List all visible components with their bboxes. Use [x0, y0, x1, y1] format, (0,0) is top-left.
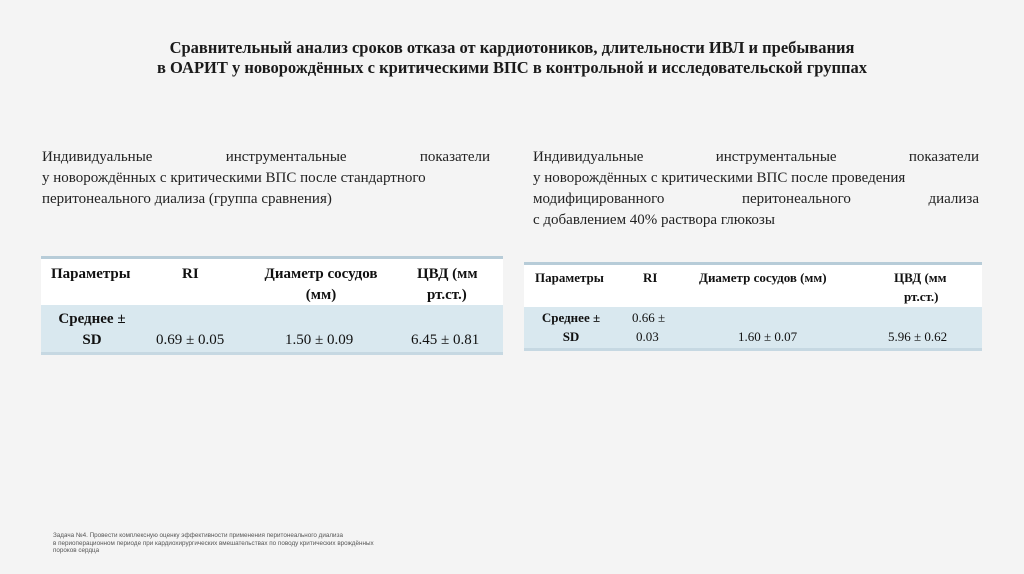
header-ri: RI	[182, 266, 199, 282]
right-description-line-2: у новорождённых с критическими ВПС после проведения	[533, 170, 906, 186]
header-diameter: Диаметр сосудов (мм)	[699, 270, 827, 285]
cell-ri-value: 0.69 ± 0.05	[156, 332, 225, 348]
cell-cvd-value: 6.45 ± 0.81	[411, 332, 480, 348]
table-row	[524, 307, 982, 351]
right-description-line-3: модифицированного перитонеального диализа	[533, 191, 979, 207]
row-label-line-2: SD	[562, 329, 580, 344]
slide-title	[60, 38, 964, 78]
header-diameter-line-2: (мм)	[305, 287, 337, 303]
header-cvd-line-1: ЦВД (мм	[894, 270, 947, 285]
table-header-row	[41, 259, 503, 305]
right-description-line-1: Индивидуальные инструментальные показатели	[533, 149, 979, 165]
footnote-line-1: Задача №4. Провести комплексную оценку эффективности применения перитонеального диализа	[53, 532, 343, 539]
right-description-line-4: с добавлением 40% раствора глюкозы	[533, 212, 775, 228]
header-parameters: Параметры	[51, 266, 131, 282]
row-label-line-1: Среднее ±	[58, 311, 126, 327]
slide-title-line-1: Сравнительный анализ сроков отказа от кардиотоников, длительности ИВЛ и пребывания	[169, 38, 855, 57]
header-cvd-line-2: рт.ст.)	[904, 289, 939, 304]
header-diameter-line-1: Диаметр сосудов	[264, 266, 378, 282]
table-header-row	[524, 265, 982, 307]
left-description-line-3: перитонеального диализа (группа сравнения)	[42, 191, 332, 207]
left-description-line-2: у новорождённых с критическими ВПС после стандартного	[42, 170, 426, 186]
footnote-line-3: пороков сердца	[53, 547, 100, 555]
right-description	[533, 147, 979, 231]
right-results-table	[524, 262, 982, 351]
header-parameters: Параметры	[535, 270, 604, 285]
cell-ri-value-line-1: 0.66 ±	[632, 310, 666, 325]
cell-ri-value-line-2: 0.03	[636, 329, 659, 344]
footnote	[53, 532, 473, 555]
table-row	[41, 305, 503, 355]
row-label-line-1: Среднее ±	[541, 310, 601, 325]
row-label-line-2: SD	[82, 332, 102, 348]
header-cvd-line-1: ЦВД (мм	[417, 266, 478, 282]
cell-cvd-value: 5.96 ± 0.62	[888, 329, 948, 344]
header-ri: RI	[643, 270, 658, 285]
cell-diameter-value: 1.60 ± 0.07	[738, 329, 798, 344]
left-description	[42, 147, 490, 210]
slide-title-line-2: в ОАРИТ у новорождённых с критическими ВПС в контрольной и исследовательской группах	[156, 58, 868, 77]
left-results-table	[41, 256, 503, 355]
cell-diameter-value: 1.50 ± 0.09	[285, 332, 354, 348]
footnote-line-2: в периоперационном периоде при кардиохирургических вмешательствах по поводу критических врождённых	[53, 539, 374, 547]
left-description-line-1: Индивидуальные инструментальные показатели	[42, 149, 490, 165]
header-cvd-line-2: рт.ст.)	[427, 287, 467, 303]
